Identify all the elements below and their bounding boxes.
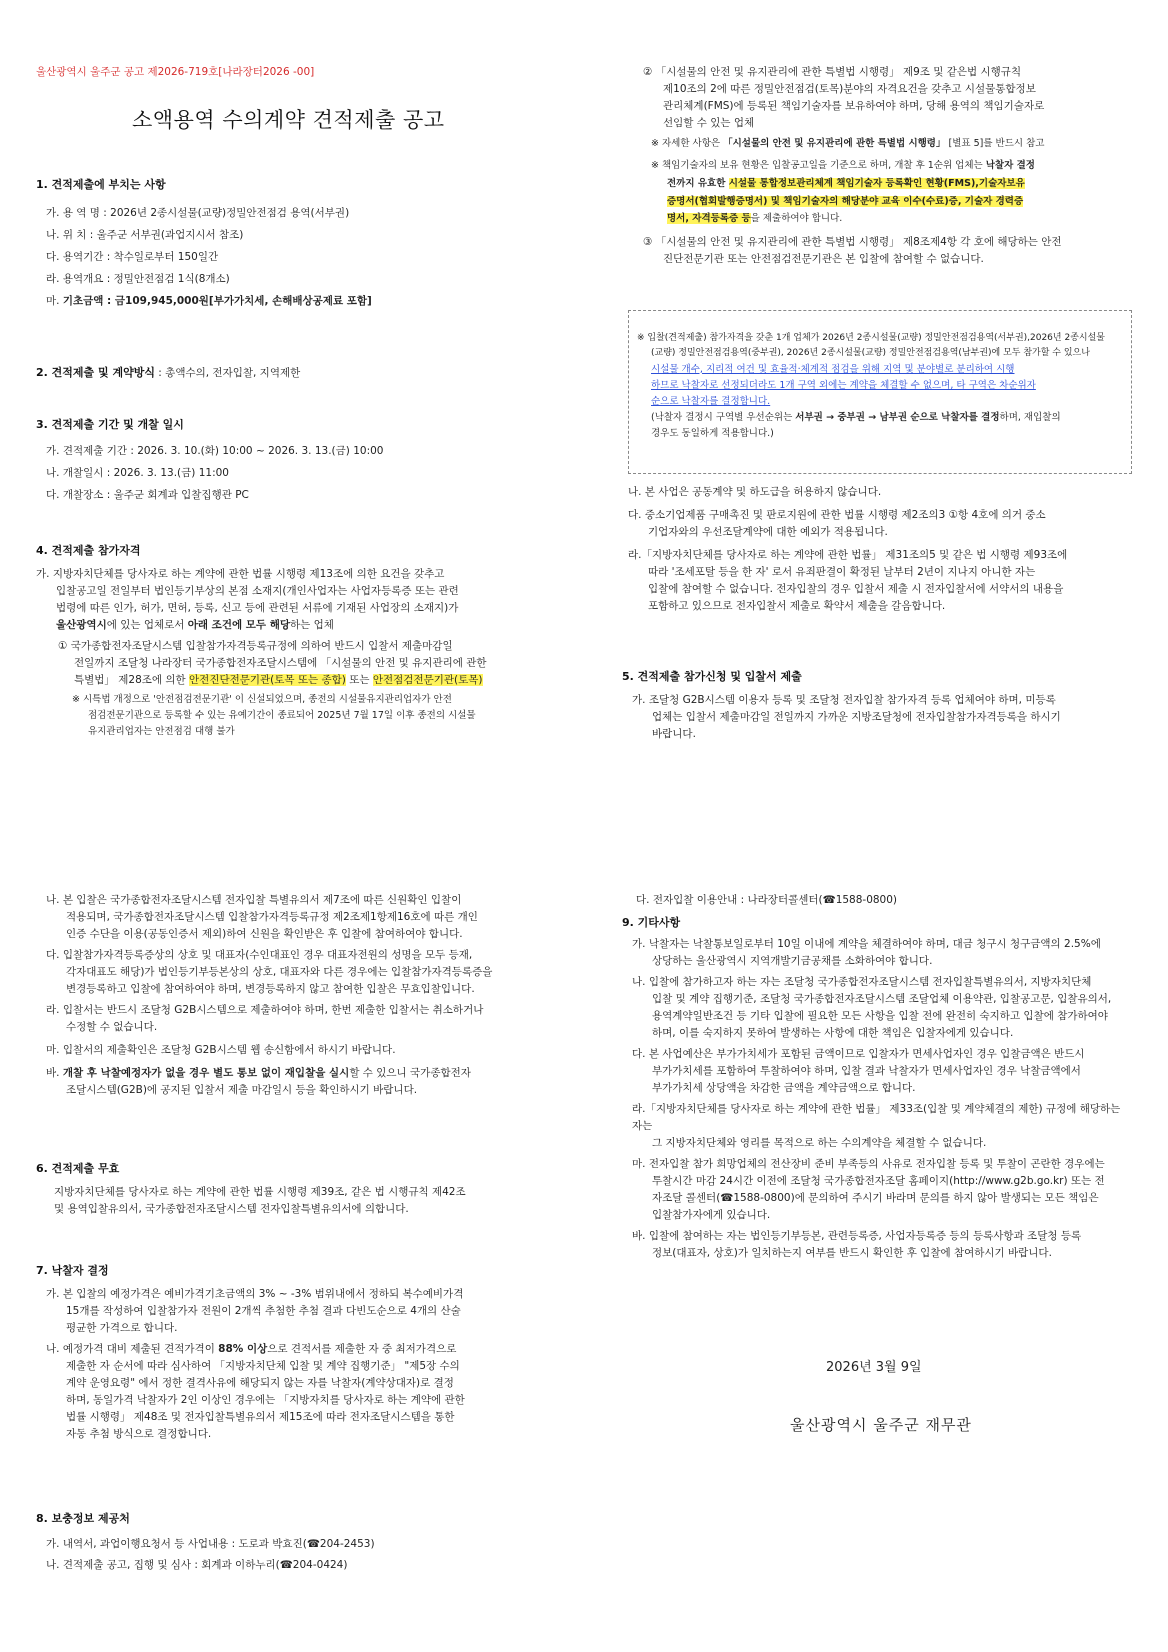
contract-method: : 총액수의, 전자입찰, 지역제한: [154, 367, 301, 379]
highlight-diagnosis-agency: 안전진단전문기관(토목 또는 종합): [189, 673, 346, 686]
note-1: ※ 시특법 개정으로 '안전점검전문기관' 이 신설되었으며, 종전의 시설물유지관리업자가 안전 점검전문기관으로 등록할 수 있는 유예기간이 종료되어 2025년 7월 17일 이후 종전의 시설물 유지관리업자는 안전점검 대행 불가: [72, 693, 476, 738]
base-amount: 기초금액 : 금109,945,000원[부가가치세, 손해배상공제료 포함]: [62, 295, 372, 307]
section-4-other: 나. 본 사업은 공동계약 및 하도급을 허용하지 않습니다. 다. 중소기업제품 구매촉진 및 판로지원에 관한 법률 시행령 제2조의3 ①항 4호에 의거 중소 기업자와의 우선조달계약에 대한 예외가 적용됩니다. 라.「지방자치단체를 당사자로 하는 계약에 관한 법률」 제31조의5 및 같은 법 시행령 제93조에 따라 '조세포탈 등을 한 자' 로서 유죄판결이 확정된 날부터 2년이 지나지 아니한 자는 입찰에 참여할 수 없습니다. 전자입찰의 경우 입찰서 제출 시 전자입찰서에 서약서의 내용을 포함하고 있으므로 전자입찰서 제출로 확약서 제출을 갈음합니다.: [628, 486, 1068, 612]
opening-datetime: 나. 개찰일시 : 2026. 3. 13.(금) 11:00: [46, 466, 229, 479]
contact-roads: 가. 내역서, 과업이행요청서 등 사업내용 : 도로과 박효진(☎204-2453): [46, 1537, 375, 1550]
section-1: [36, 176, 576, 312]
contact-callcenter: 다. 전자입찰 이용안내 : 나라장터콜센터(☎1588-0800): [636, 894, 898, 906]
highlight-inspection-agency: 안전점검전문기관(토목): [372, 673, 483, 686]
section-9-heading: 9. 기타사항: [622, 916, 681, 929]
contact-accounting: 나. 견적제출 공고, 집행 및 심사 : 회계과 이하누리(☎204-0424): [46, 1558, 348, 1571]
section-5-cont: 나. 본 입찰은 국가종합전자조달시스템 전자입찰 특별유의서 제7조에 따른 신원확인 입찰이 적용되며, 국가종합전자조달시스템 입찰참가자격등록규정 제2조제1항제16호에 따른 개인 인증 수단을 이용(공동인증서 제외)하여 신원을 확인받은 후 입찰에 참여하여야 합니다. 다. 입찰참가자격등록증상의 상호 및 대표자(수인대표인 경우 대표자전원의 성명을 모두 등재, 각자대표도 해당)가 법인등기부등본상의 상호, 대표자와 다른 경우에는 입찰참가자격등록증을 변경등록하고 입찰에 참여하여야 하며, 변경등록하지 않고 참여한 입찰은 무효입찰입니다. 라. 입찰서는 반드시 조달청 G2B시스템으로 제출하여야 하며, 한번 제출한 입찰서는 취소하거나 수정할 수 없습니다. 마. 입찰서의 제출확인은 조달청 G2B시스템 웹 송신함에서 하시기 바랍니다. 바. 개찰 후 낙찰예정자가 없을 경우 별도 통보 없이 재입찰을 실시할 수 있으니 국가종합전자 조달시스템(G2B)에 공지된 입찰서 제출 마감일시 등을 확인하시기 바랍니다.: [46, 894, 493, 1096]
notice-box: ※ 입찰(견적제출) 참가자격을 갖춘 1개 업체가 2026년 2종시설물(교량) 정밀안전점검용역(서부권),2026년 2종시설물 (교량) 정밀안전점검용역(중부권), 2026년 2종시설물(교량) 정밀안전점검용역(남부권)에 모두 참가할 수 있으나 시설물 개수, 지리적 여건 및 효율적·체계적 점검을 위해 지역 및 분야별로 분리하여 시행 하므로 낙찰자로 선정되더라도 1개 구역 외에는 계약을 체결할 수 없으며, 타 구역은 차순위자 순으로 낙찰자를 결정합니다. (낙찰자 결정시 구역별 우선순위는 서부권 → 중부권 → 남부권 순으로 낙찰자를 결정하며, 재입찰의 경우도 동일하게 적용합니다.): [628, 310, 1132, 474]
section-2-heading: 2. 견적제출 및 계약방식: [36, 366, 155, 379]
condition-3: ③ 「시설물의 안전 및 유지관리에 관한 특별법 시행령」 제8조제4항 각 호에 해당하는 안전 진단전문기관 또는 안전점검전문기관은 본 입찰에 참여할 수 없습니다.: [643, 235, 1062, 265]
section-8: [36, 1510, 576, 1576]
section-5-top: 5. 견적제출 참가신청 및 입찰서 제출 가. 조달청 G2B시스템 이용자 등록 및 조달청 전자입찰 참가자격 등록 업체여야 하며, 미등록 업체는 입찰서 제출마감일 전일까지 가까운 지방조달청에 전자입찰참가자격등록을 하시기 바랍니다.: [622, 668, 1130, 743]
section-9: 9. 기타사항 가. 낙찰자는 낙찰통보일로부터 10일 이내에 계약을 체결하여야 하며, 대금 청구시 청구금액의 2.5%에 상당하는 울산광역시 지역개발기금공채를 소화하여야 합니다. 나. 입찰에 참가하고자 하는 자는 조달청 국가종합전자조달시스템 전자입찰특별유의서, 지방자치단체 입찰 및 계약 집행기준, 조달청 국가종합전자조달시스템 조달업체 이용약관, 입찰공고문, 입찰유의서, 용역계약일반조건 등 기타 입찰에 필요한 모든 사항을 입찰 전에 완전히 숙지하고 입찰에 참가하여야 하며, 이를 숙지하지 못하여 발생하는 사항에 대한 책임은 입찰자에게 있습니다. 다. 본 사업예산은 부가가치세가 포함된 금액이므로 입찰자가 면세사업자인 경우 입찰금액은 반드시 부가가치세를 포함하여 투찰하여야 하며, 입찰 결과 낙찰자가 면세사업자인 경우 낙찰금액에서 부가가치세 상당액을 차감한 금액을 계약금액으로 합니다. 라.「지방자치단체를 당사자로 하는 계약에 관한 법률」 제33조(입찰 및 계약체결의 제한) 규정에 해당하는 자는 그 지방자치단체와 영리를 목적으로 하는 수의계약을 체결할 수 없습니다. 마. 전자입찰 참가 희망업체의 전산장비 준비 부족등의 사유로 전자입찰 등록 및 투찰이 곤란한 경우에는 투찰시간 마감 24시간 이전에 조달청 국가종합전자조달 홈페이지(http://www.g2b.go.kr) 또는 전 자조달 콜센터(☎1588-0800)에 문의하여 주시기 바라며 문의를 하지 않아 발생되는 모든 책임은 입찰참가자에게 있습니다. 바. 입찰에 참여하는 자는 법인등기부등본, 관련등록증, 사업자등록증 등의 등록사항과 조달청 등록 정보(대표자, 상호)가 일치하는지 여부를 반드시 확인한 후 입찰에 참여하시기 바랍니다.: [622, 914, 1130, 1262]
section-3: [36, 416, 576, 506]
condition-2: ② 「시설물의 안전 및 유지관리에 관한 특별법 시행령」 제9조 및 같은법 시행규칙 제10조의 2에 따른 정밀안전점검(토목)분야의 자격요건을 갖추고 시설물통합정보 관리체계(FMS)에 등록된 책임기술자를 보유하여야 하며, 당해 용역의 책임기술자로 선임할 수 있는 업체: [643, 66, 1045, 129]
notice-number: 울산광역시 울주군 공고 제2026-719호[나라장터2026 -00]: [36, 66, 315, 78]
section-1-heading: 1. 견적제출에 부치는 사항: [36, 178, 166, 191]
opening-place: 다. 개찰장소 : 울주군 회계과 입찰집행관 PC: [46, 488, 249, 501]
note-3: ※ 책임기술자의 보유 현황은 입찰공고일을 기준으로 하며, 개찰 후 1순위 업체는 낙찰자 결정 전까지 유효한 시설물 통합정보관리체계 책임기술자 등록확인 현황(FMS),기술자보유 증명서(협회발행증명서) 및 책임기술자의 해당분야 교육 이수(수료)증, 기술자 경력증 명서, 자격등록증 등을 제출하여야 합니다.: [651, 160, 1035, 225]
section-7-heading: 7. 낙찰자 결정: [36, 1264, 109, 1277]
section-2: [36, 364, 576, 382]
service-name: 가. 용 역 명 : 2026년 2종시설물(교량)정밀안전점검 용역(서부권): [46, 206, 350, 219]
document-title: 소액용역 수의계약 견적제출 공고: [132, 108, 445, 132]
section-4-left: 4. 견적제출 참가자격 가. 지방자치단체를 당사자로 하는 계약에 관한 법률 시행령 제13조에 의한 요건을 갖추고 입찰공고일 전일부터 법인등기부상의 본점 소재지(개인사업자는 사업자등록증 또는 관련 법령에 따른 인가, 허가, 면허, 등록, 신고 등에 관련된 서류에 기재된 사업장의 소재지)가 울산광역시에 있는 업체로서 아래 조건에 모두 해당하는 업체 ① 국가종합전자조달시스템 입찰참가자격등록규정에 의하여 반드시 입찰서 제출마감일 전일까지 조달청 나라장터 국가종합전자조달시스템에 「시설물의 안전 및 유지관리에 관한 특별법」 제28조에 의한 안전진단전문기관(토목 또는 종합) 또는 안전점검전문기관(토목) ※ 시특법 개정으로 '안전점검전문기관' 이 신설되었으며, 종전의 시설물유지관리업자가 안전 점검전문기관으로 등록할 수 있는 유예기간이 종료되어 2025년 7월 17일 이후 종전의 시설물 유지관리업자는 안전점검 대행 불가: [36, 542, 558, 740]
rebid-notice: 개찰 후 낙찰예정자가 없을 경우 별도 통보 없이 재입찰을 실시: [62, 1067, 350, 1079]
section-6: 6. 견적제출 무효 지방자치단체를 당사자로 하는 계약에 관한 법률 시행령 제39조, 같은 법 시행규칙 제42조 및 용역입찰유의서, 국가종합전자조달시스템 전자입찰특별유의서에 의합니다.: [36, 1160, 576, 1218]
section-5-heading: 5. 견적제출 참가신청 및 입찰서 제출: [622, 670, 802, 683]
note-2: ※ 자세한 사항은 「시설물의 안전 및 유지관리에 관한 특별법 시행령」 [별표 5]를 반드시 참고: [651, 138, 1045, 149]
left-column-top: [36, 64, 576, 81]
section-4-heading: 4. 견적제출 참가자격: [36, 544, 141, 557]
service-overview: 라. 용역개요 : 정밀안전점검 1식(8개소): [46, 272, 230, 285]
region-rule-text: 시설물 개수, 지리적 여건 및 효율적·체계적 점검을 위해 지역 및 분야별로 분리하여 시행: [651, 363, 1015, 375]
base-amount-line: 마. 기초금액 : 금109,945,000원[부가가치세, 손해배상공제료 포함]: [46, 295, 372, 307]
condition-1: ① 국가종합전자조달시스템 입찰참가자격등록규정에 의하여 반드시 입찰서 제출마감일 전일까지 조달청 나라장터 국가종합전자조달시스템에 「시설물의 안전 및 유지관리에 관한 특별법」 제28조에 의한 안전진단전문기관(토목 또는 종합) 또는 안전점검전문기관(토목) ※ 시특법 개정으로 '안전점검전문기관' 이 신설되었으며, 종전의 시설물유지관리업자가 안전 점검전문기관으로 등록할 수 있는 유예기간이 종료되어 2025년 7월 17일 이후 종전의 시설물 유지관리업자는 안전점검 대행 불가: [36, 638, 558, 740]
section-7: 7. 낙찰자 결정 가. 본 입찰의 예정가격은 예비가격기초금액의 3% ~ -3% 범위내에서 정하되 복수예비가격 15개를 작성하여 입찰참가자 전원이 2개씩 추첨한 추첨 결과 다빈도순으로 4개의 산술 평균한 가격으로 합니다. 나. 예정가격 대비 제출된 견적가격이 88% 이상으로 견적서를 제출한 자 중 최저가격으로 제출한 자 순서에 따라 심사하여 「지방자치단체 입찰 및 계약 집행기준」 "제5장 수의 계약 운영요령" 에서 정한 결격사유에 해당되지 않는 자를 낙찰자(계약상대자)로 결정 하며, 동일가격 낙찰자가 2인 이상인 경우에는 「지방자치를 당사자로 하는 계약에 관한 법률 시행령」 제48조 및 전자입찰특별유의서 제15조에 따라 전자조달시스템을 통한 자동 추첨 방식으로 결정합니다.: [36, 1262, 576, 1443]
signature-date: 2026년 3월 9일: [826, 1360, 922, 1375]
submission-period: 가. 견적제출 기간 : 2026. 3. 10.(화) 10:00 ~ 2026. 3. 13.(금) 10:00: [46, 444, 384, 457]
section-8-cont: [636, 892, 1130, 909]
section-8-heading: 8. 보충정보 제공처: [36, 1512, 130, 1525]
section-4-right: [643, 64, 1133, 268]
service-period: 다. 용역기간 : 착수일로부터 150일간: [46, 250, 219, 263]
section-6-heading: 6. 견적제출 무효: [36, 1162, 120, 1175]
service-location: 나. 위 치 : 울주군 서부권(과업지시서 참조): [46, 228, 244, 241]
section-3-heading: 3. 견적제출 기간 및 개찰 일시: [36, 418, 184, 431]
signature-organization: 울산광역시 울주군 재무관: [790, 1416, 972, 1434]
